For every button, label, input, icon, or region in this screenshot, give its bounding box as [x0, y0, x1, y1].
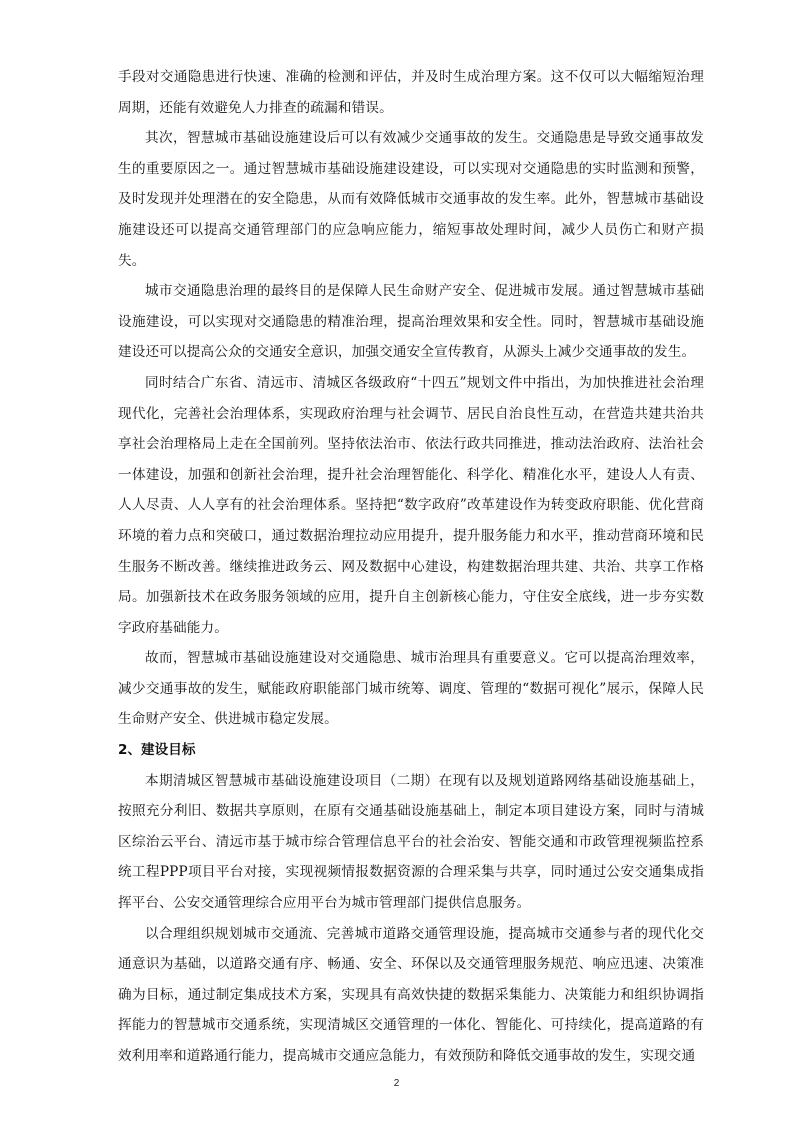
paragraph-governance-goal: 城市交通隐患治理的最终目的是保障人民生命财产安全、促进城市发展。通过智慧城市基础设施建设，可以实现对交通隐患的精准治理，提高治理效果和安全性。同时，智慧城市基础设施建设还可以提高公众的交通安全意识，加强交通安全宣传教育，从源头上减少交通事故的发生。: [118, 283, 704, 361]
paragraph-project-objectives: 以合理组织规划城市交通流、完善城市道路交通管理设施，提高城市交通参与者的现代化交通意识为基础，以道路交通有序、畅通、安全、环保以及交通管理服务规范、响应迅速、决策准确为目标，通过制定集成技术方案，实现具有高效快捷的数据采集能力、决策能力和组织协调指挥能力的智慧城市交通系统，实现清城区交通管理的一体化、智能化、可持续化，提高道路的有效利用率和道路通行能力，提高城市交通应急能力，有效预防和降低交通事故的发生，实现交通: [118, 925, 704, 1064]
paragraph-conclusion: 故而，智慧城市基础设施建设对交通隐患、城市治理具有重要意义。它可以提高治理效率，减少交通事故的发生，赋能政府职能部门城市统筹、调度、管理的“数据可视化”展示，保障人民生命财产安全、供进城市稳定发展。: [118, 650, 704, 728]
document-body: [118, 62, 704, 1072]
paragraph-continued: 手段对交通隐患进行快速、准确的检测和评估，并及时生成治理方案。这不仅可以大幅缩短治理周期，还能有效避免人力排查的疏漏和错误。: [118, 69, 704, 116]
paragraph-project-scope: 本期清城区智慧城市基础设施建设项目（二期）在现有以及规划道路网络基础设施基础上，按照充分利旧、数据共享原则，在原有交通基础设施基础上，制定本项目建设方案，同时与清城区综治云平台、清远市基于城市综合管理信息平台的社会治安、智能交通和市政管理视频监控系统工程PPP项目平台对接，实现视频情报数据资源的合理采集与共享，同时通过公安交通集成指挥平台、公安交通管理综合应用平台为城市管理部门提供信息服务。: [118, 772, 704, 912]
paragraph-accident-reduction: 其次，智慧城市基础设施建设后可以有效减少交通事故的发生。交通隐患是导致交通事故发生的重要原因之一。通过智慧城市基础设施建设建设，可以实现对交通隐患的实时监测和预警，及时发现并处理潜在的安全隐患，从而有效降低城市交通事故的发生率。此外，智慧城市基础设施建设还可以提高交通管理部门的应急响应能力，缩短事故处理时间，减少人员伤亡和财产损失。: [118, 130, 704, 269]
paragraph-fourteenth-five-year-plan: 同时结合广东省、清远市、清城区各级政府“十四五”规划文件中指出，为加快推进社会治理现代化，完善社会治理体系，实现政府治理与社会调节、居民自治良性互动，在营造共建共治共享社会治理格局上走在全国前列。坚持依法治市、依法行政共同推进，推动法治政府、法治社会一体建设，加强和创新社会治理，提升社会治理智能化、科学化、精准化水平，建设人人有责、人人尽责、人人享有的社会治理体系。坚持把“数字政府”改革建设作为转变政府职能、优化营商环境的着力点和突破口，通过数据治理拉动应用提升，提升服务能力和水平，推动营商环境和民生服务不断改善。继续推进政务云、网及数据中心建设，构建数据治理共建、共治、共享工作格局。加强新技术在政务服务领域的应用，提升自主创新核心能力，守住安全底线，进一步夯实数字政府基础能力。: [118, 374, 704, 636]
section-heading: 2、建设目标: [118, 742, 196, 759]
page-number: 2: [393, 1078, 400, 1089]
